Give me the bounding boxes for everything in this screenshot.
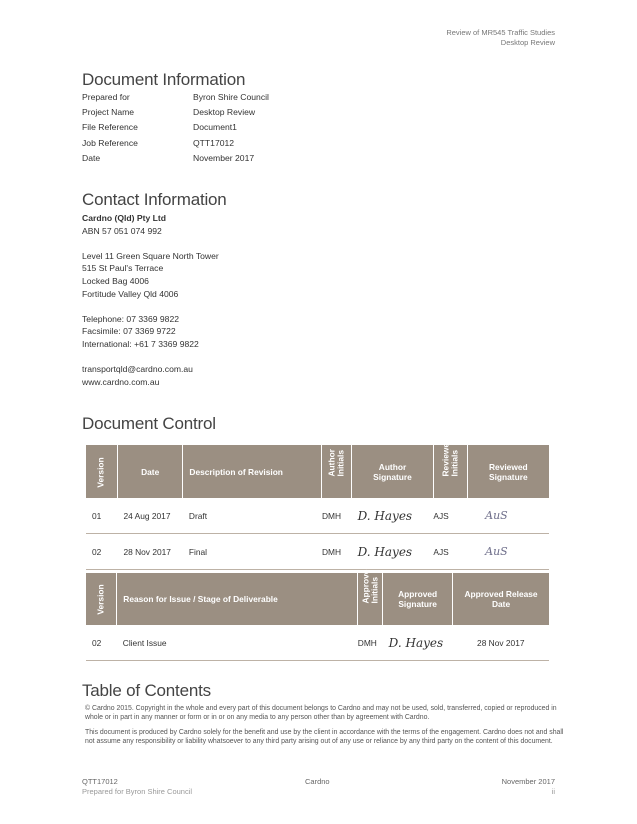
cell-reviewer: AJS <box>433 498 467 534</box>
cell-author: DMH <box>322 498 352 534</box>
info-label: File Reference <box>82 122 138 133</box>
facsimile: Facsimile: 07 3369 9722 <box>82 326 176 337</box>
author-signature: D. Hayes <box>352 534 434 570</box>
cell-reason: Client Issue <box>117 625 358 661</box>
info-row <box>82 92 269 107</box>
col-version: Version <box>86 445 117 498</box>
info-row <box>82 122 269 137</box>
cell-author: DMH <box>322 534 352 570</box>
cell-description: Draft <box>183 498 322 534</box>
cell-description: Final <box>183 534 322 570</box>
footer-page-number: ii <box>551 786 555 796</box>
header-report-title: Review of MR545 Traffic Studies <box>446 28 555 37</box>
revision-table-header <box>86 445 549 498</box>
document-control-heading: Document Control <box>82 414 216 433</box>
telephone: Telephone: 07 3369 9822 <box>82 313 180 324</box>
table-of-contents-heading: Table of Contents <box>82 681 211 700</box>
cell-approver: DMH <box>358 625 383 661</box>
info-label: Prepared for <box>82 92 130 102</box>
info-label: Date <box>82 152 101 163</box>
cell-release-date: 28 Nov 2017 <box>453 625 549 661</box>
address-line: Fortitude Valley Qld 4006 <box>82 288 179 299</box>
company-name: Cardno (Qld) Pty Ltd <box>82 213 167 223</box>
cell-date: 24 Aug 2017 <box>117 498 182 534</box>
contact-information-block <box>82 212 219 388</box>
col-author-initials: Author Initials <box>322 445 352 498</box>
info-row <box>82 138 269 153</box>
page-header <box>446 28 555 48</box>
address-line: Level 11 Green Square North Tower <box>82 250 219 261</box>
cell-version: 02 <box>86 534 117 570</box>
header-subtitle: Desktop Review <box>500 38 555 47</box>
info-value: Document1 <box>193 122 237 133</box>
col-reason: Reason for Issue / Stage of Deliverable <box>117 573 358 625</box>
website-link[interactable]: www.cardno.com.au <box>82 376 160 387</box>
col-approver-initials: Approver Initials <box>358 573 383 625</box>
col-date: Date <box>117 445 182 498</box>
footer-job-reference: QTT17012 <box>82 777 118 786</box>
table-row <box>86 498 549 534</box>
col-description: Description of Revision <box>183 445 322 498</box>
issue-table-header <box>86 573 549 625</box>
cell-reviewer: AJS <box>433 534 467 570</box>
issue-table <box>86 566 549 661</box>
info-value: Byron Shire Council <box>193 92 269 102</box>
footer-company: Cardno <box>305 777 330 786</box>
col-version: Version <box>86 573 117 625</box>
footer-right <box>502 777 555 796</box>
international-phone: International: +61 7 3369 9822 <box>82 338 199 349</box>
approver-signature: D. Hayes <box>383 625 453 661</box>
col-author-signature: Author Signature <box>352 445 434 498</box>
cell-version: 01 <box>86 498 117 534</box>
document-information-heading: Document Information <box>82 70 246 89</box>
reviewer-signature: AuS <box>467 498 549 534</box>
contact-information-heading: Contact Information <box>82 190 227 209</box>
cell-date: 28 Nov 2017 <box>117 534 182 570</box>
info-row <box>82 107 269 122</box>
email-link[interactable]: transportqld@cardno.com.au <box>82 364 193 375</box>
info-value: Desktop Review <box>193 107 256 118</box>
col-reviewer-initials: Reviewer Initials <box>433 445 467 498</box>
address-line: Locked Bag 4006 <box>82 275 149 286</box>
footer-left <box>82 777 192 796</box>
col-approved-release-date: Approved Release Date <box>453 573 549 625</box>
reviewer-signature: AuS <box>467 534 549 570</box>
info-label: Project Name <box>82 107 135 118</box>
table-row <box>86 625 549 661</box>
footer-date: November 2017 <box>501 777 555 786</box>
table-row <box>86 534 549 570</box>
info-value: QTT17012 <box>193 137 235 148</box>
info-row <box>82 153 269 168</box>
info-value: November 2017 <box>193 152 255 163</box>
address-line: 515 St Paul's Terrace <box>82 263 164 274</box>
revision-table <box>86 439 549 570</box>
info-label: Job Reference <box>82 137 138 148</box>
cell-version: 02 <box>86 625 117 661</box>
col-reviewed-signature: Reviewed Signature <box>467 445 549 498</box>
col-approved-signature: Approved Signature <box>383 573 453 625</box>
copyright-notice: © Cardno 2015. Copyright in the whole and every part of this document belongs to Cardno and may not be used, sold, transferred, copied or reproduced in whole or in part in any manner or form or in or on any media to any person other than by agreement with Cardno. <box>85 705 557 721</box>
disclaimer-notice: This document is produced by Cardno solely for the benefit and use by the client in accordance with the terms of the engagement. Cardno does not and shall not assume any responsibility or liability whatsoever to any third party arising out of any use or reliance by any third party on the content of this document. <box>85 729 564 745</box>
abn: ABN 57 051 074 992 <box>82 225 162 236</box>
footer-prepared-for: Prepared for Byron Shire Council <box>82 786 193 796</box>
author-signature: D. Hayes <box>352 498 434 534</box>
document-information-list <box>82 92 269 168</box>
